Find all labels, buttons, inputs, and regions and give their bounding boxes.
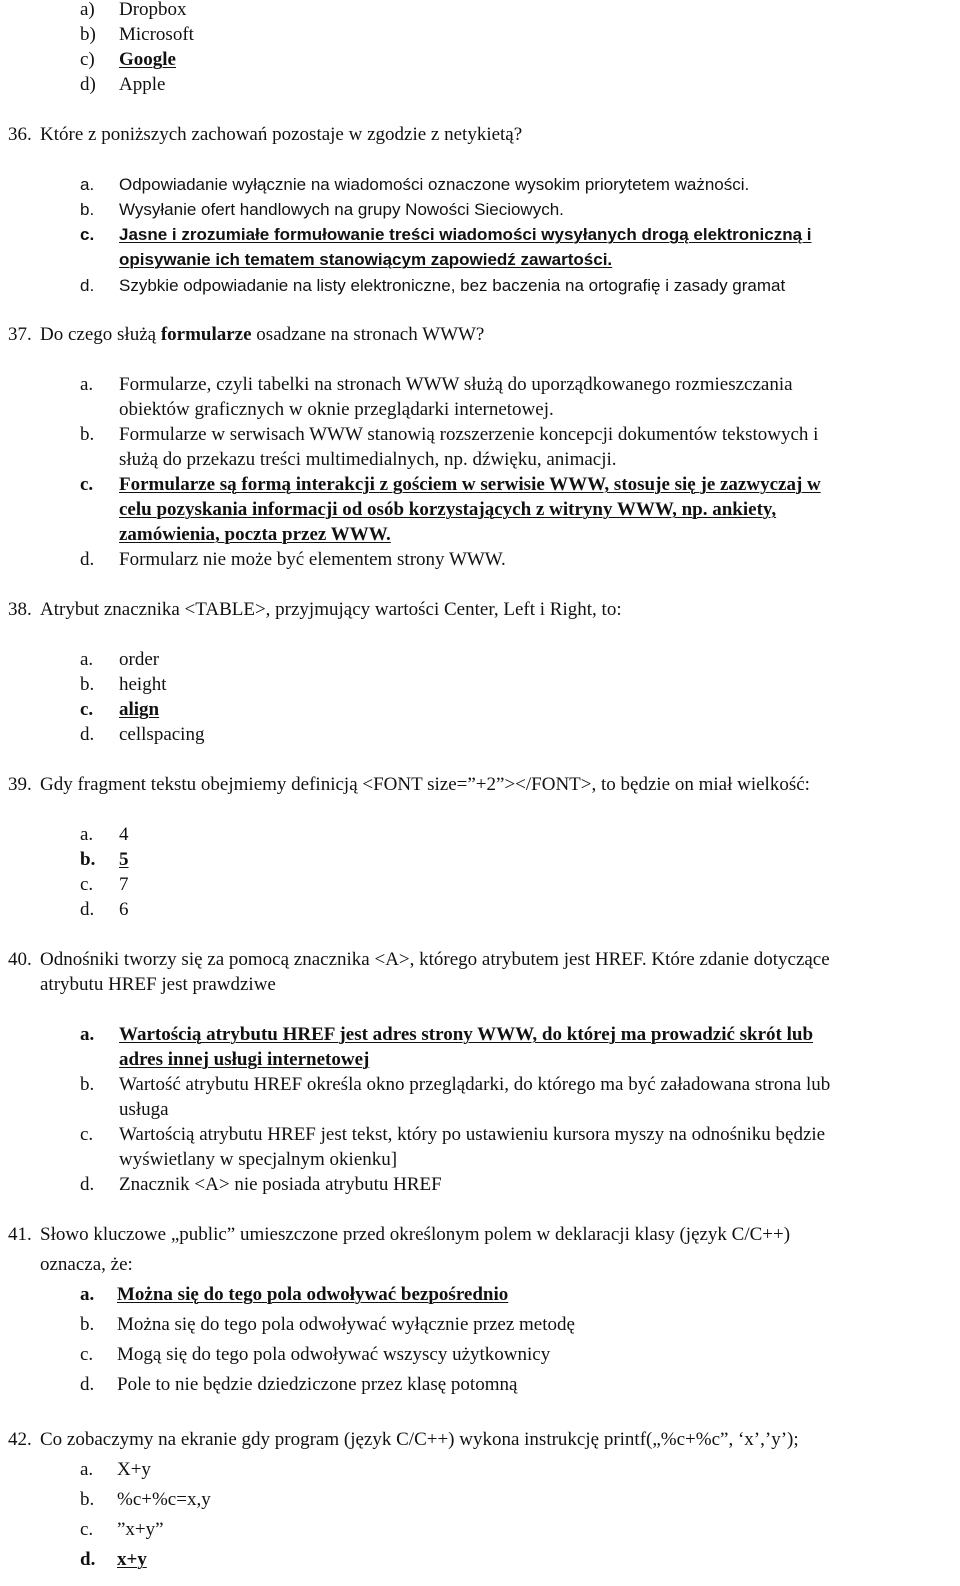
q41-option-b [80,1313,575,1337]
question-text: Które z poniższych zachowań pozostaje w zgodzie z netykietą? [40,124,523,145]
option-text: Wartością atrybutu HREF jest tekst, który po ustawieniu kursora myszy na odnośniku będzie [119,1124,826,1145]
q41-question-line2: oznacza, że: [40,1254,133,1275]
option-label: b. [80,1074,95,1095]
option-label: b. [80,1314,95,1335]
q41-option-d [80,1373,518,1397]
q38-option-d [80,723,205,747]
option-label: a. [80,1459,94,1480]
option-text: cellspacing [119,724,205,745]
question-number: 42. [8,1429,32,1450]
option-text: Microsoft [119,24,194,45]
option-label: b. [80,849,96,870]
option-text: Google [119,49,176,70]
option-text: Szybkie odpowiadanie na listy elektroniczne, bez baczenia na ortografię i zasady gramat [119,276,786,295]
option-label: c) [80,49,95,70]
q41-option-a [80,1283,509,1307]
option-label: d. [80,899,95,920]
q37-question [8,323,485,347]
q36-option-a [80,173,750,197]
q37-option-a [80,373,793,397]
option-text: 7 [119,874,129,895]
q42-question [8,1428,799,1452]
q40-option-a-line2: adres innej usługi internetowej [119,1049,370,1070]
question-number: 39. [8,774,32,795]
option-label: c. [80,474,94,495]
q42-option-a [80,1458,151,1482]
option-text: X+y [117,1459,151,1480]
question-number: 36. [8,124,32,145]
option-label: d. [80,276,95,295]
q38-option-a [80,648,160,672]
q37-option-c [80,473,821,497]
q39-option-d [80,898,129,922]
option-text: Apple [119,74,166,95]
q41-option-c [80,1343,551,1367]
q40-option-c-line2: wyświetlany w specjalnym okienku] [119,1149,398,1170]
option-label: b. [80,674,95,695]
option-text: Pole to nie będzie dziedziczone przez klasę potomną [117,1374,518,1395]
option-text: %c+%c=x,y [117,1489,211,1510]
q36-option-c [80,223,812,247]
q36-option-c-line2: opisywanie ich tematem stanowiącym zapowiedź zawartości. [119,250,613,269]
option-label: c. [80,1344,94,1365]
question-text-end: osadzane na stronach WWW? [256,324,485,345]
option-label: a. [80,824,94,845]
option-text: 4 [119,824,129,845]
option-text: Znacznik <A> nie posiada atrybutu HREF [119,1174,442,1195]
question-number: 37. [8,324,32,345]
option-text: Formularze, czyli tabelki na stronach WWW służą do uporządkowanego rozmieszczania [119,374,793,395]
option-text: Odpowiadanie wyłącznie na wiadomości oznaczone wysokim priorytetem ważności. [119,175,750,194]
option-label: d. [80,1549,96,1570]
q38-option-c [80,698,160,722]
option-text: 6 [119,899,129,920]
option-text: ”x+y” [117,1519,164,1540]
q40-option-c [80,1123,826,1147]
q40-option-d [80,1173,442,1197]
option-label: a. [80,1024,95,1045]
q35-option-a [80,0,187,22]
question-text: Gdy fragment tekstu obejmiemy definicją <FONT size=”+2”></FONT>, to będzie on miał wielkość: [40,774,810,795]
option-text: Wysyłanie ofert handlowych na grupy Nowości Sieciowych. [119,200,564,219]
question-number: 40. [8,949,32,970]
question-keyword: formularze [160,324,252,345]
option-label: b) [80,24,96,45]
q37-option-a-line2: obiektów graficznych w oknie przeglądarki internetowej. [119,399,554,420]
option-text: height [119,674,167,695]
option-label: a. [80,1284,95,1305]
option-text: Formularze w serwisach WWW stanowią rozszerzenie koncepcji dokumentów tekstowych i [119,424,819,445]
q40-option-a [80,1023,814,1047]
q39-option-c [80,873,129,897]
option-label: d. [80,549,95,570]
question-text: Atrybut znacznika <TABLE>, przyjmujący wartości Center, Left i Right, to: [40,599,622,620]
q37-option-c-line3: zamówienia, poczta przez WWW. [119,524,391,545]
q40-option-b [80,1073,831,1097]
option-label: c. [80,874,94,895]
option-label: b. [80,424,95,445]
option-label: a. [80,649,94,670]
q42-option-c [80,1518,164,1542]
option-label: a. [80,175,95,194]
q35-option-b [80,23,194,47]
option-label: c. [80,1124,94,1145]
q41-question [8,1223,791,1247]
q35-option-c [80,48,176,72]
q36-option-b [80,198,564,222]
q39-option-b [80,848,129,872]
option-text: 5 [119,849,129,870]
option-label: a. [80,374,94,395]
option-label: c. [80,699,94,720]
option-text: Formularz nie może być elementem strony WWW. [119,549,506,570]
option-label: b. [80,200,95,219]
option-text: Dropbox [119,0,187,20]
option-label: c. [80,1519,94,1540]
option-text: Wartość atrybutu HREF określa okno przeglądarki, do którego ma być załadowana strona lub [119,1074,831,1095]
q36-option-d [80,274,786,298]
option-label: d. [80,1374,95,1395]
q37-option-b [80,423,819,447]
option-text: Wartością atrybutu HREF jest adres strony WWW, do której ma prowadzić skrót lub [119,1024,814,1045]
option-label: c. [80,225,95,244]
option-text: Jasne i zrozumiałe formułowanie treści wiadomości wysyłanych drogą elektroniczną i [119,225,812,244]
option-text: Formularze są formą interakcji z gościem w serwisie WWW, stosuje się je zazwyczaj w [119,474,821,495]
option-label: b. [80,1489,95,1510]
question-number: 38. [8,599,32,620]
question-text: Do czego służą [40,324,157,345]
option-text: align [119,699,160,720]
q35-option-d [80,73,166,97]
q42-option-d [80,1548,147,1572]
q40-question [8,948,830,972]
q38-option-b [80,673,167,697]
option-label: a) [80,0,95,20]
q40-question-line2: atrybutu HREF jest prawdziwe [40,974,276,995]
q40-option-b-line2: usługa [119,1099,169,1120]
option-text: Można się do tego pola odwoływać bezpośrednio [117,1284,509,1305]
q37-option-d [80,548,506,572]
option-text: order [119,649,160,670]
option-text: Mogą się do tego pola odwoływać wszyscy użytkownicy [117,1344,551,1365]
option-text: x+y [117,1549,147,1570]
option-label: d. [80,724,95,745]
q37-option-b-line2: służą do przekazu treści multimedialnych, np. dźwięku, animacji. [119,449,617,470]
q38-question [8,598,622,622]
question-text: Słowo kluczowe „public” umieszczone przed określonym polem w deklaracji klasy (język C/C++) [40,1224,791,1245]
question-number: 41. [8,1224,32,1245]
q42-option-b [80,1488,211,1512]
option-text: Można się do tego pola odwoływać wyłącznie przez metodę [117,1314,575,1335]
q36-question [8,123,523,147]
q39-option-a [80,823,129,847]
option-label: d. [80,1174,95,1195]
question-text: Co zobaczymy na ekranie gdy program (język C/C++) wykona instrukcję printf(„%c+%c”, ‘x’,’y’); [40,1429,799,1450]
option-label: d) [80,74,96,95]
q39-question [8,773,810,797]
q37-option-c-line2: celu pozyskania informacji od osób korzystających z witryny WWW, np. ankiety, [119,499,777,520]
question-text: Odnośniki tworzy się za pomocą znacznika <A>, którego atrybutem jest HREF. Które zdanie dotyczące [40,949,830,970]
